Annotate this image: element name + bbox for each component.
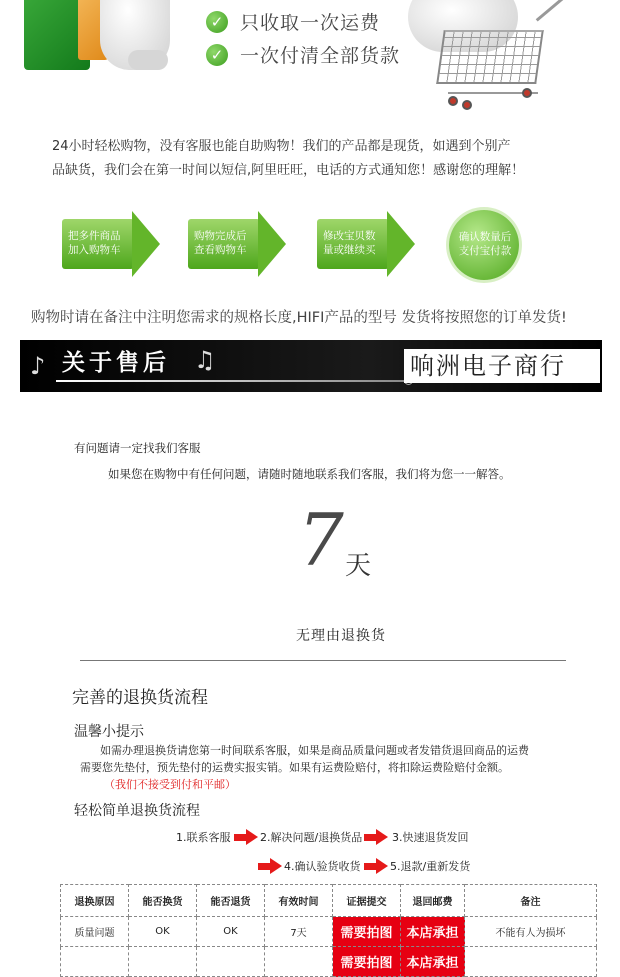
shopping-cart-icon xyxy=(436,30,544,84)
table-cell: OK xyxy=(129,917,197,947)
step-label: 修改宝贝数 量或继续买 xyxy=(323,230,376,256)
table-cell xyxy=(61,947,129,977)
red-arrow-icon xyxy=(364,859,388,873)
cart-handle xyxy=(536,0,569,22)
flow-step-4: 4.确认验货收货 xyxy=(284,860,361,873)
table-header-cell: 有效时间 xyxy=(265,885,333,917)
flow-step-3: 3.快速退货发回 xyxy=(392,831,469,844)
return-days-number: 7 xyxy=(298,498,344,582)
tips-heading: 温馨小提示 xyxy=(74,724,144,740)
table-header-cell: 退换原因 xyxy=(61,885,129,917)
banner-divider-line xyxy=(56,380,406,382)
red-arrow-icon xyxy=(258,859,282,873)
top-banner xyxy=(0,0,620,118)
service-text: 如果您在购物中有任何问题，请随时随地联系我们客服，我们将为您一一解答。 xyxy=(108,467,511,481)
after-sales-banner xyxy=(20,340,602,392)
table-cell xyxy=(465,947,597,977)
music-note-icon: ♪ xyxy=(30,352,46,380)
step-label: 把多件商品 加入购物车 xyxy=(68,230,121,256)
return-policy-caption: 无理由退换货 xyxy=(296,628,386,644)
table-cell xyxy=(197,947,265,977)
table-header-row xyxy=(61,885,597,917)
table-header-cell: 备注 xyxy=(465,885,597,917)
order-note: 购物时请在备注中注明您需求的规格长度,HIFI产品的型号 发货将按照您的订单发货! xyxy=(31,310,567,326)
table-cell-highlight: 本店承担 xyxy=(401,947,465,977)
table-row xyxy=(61,917,597,947)
cart-wheel-icon xyxy=(448,96,458,106)
return-policy-table xyxy=(60,884,597,977)
table-cell: 7天 xyxy=(265,917,333,947)
banner-point-2 xyxy=(206,41,400,68)
step-label: 确认数量后 支付宝付款 xyxy=(458,231,512,257)
table-cell-highlight: 本店承担 xyxy=(401,917,465,947)
cart-wheel-icon xyxy=(522,88,532,98)
after-sales-title: 关于售后 xyxy=(62,350,170,376)
music-note-icon: ♫ xyxy=(194,346,216,374)
table-header-cell: 退回邮费 xyxy=(401,885,465,917)
table-cell xyxy=(129,947,197,977)
table-cell: OK xyxy=(197,917,265,947)
flow-step-5: 5.退款/重新发货 xyxy=(390,860,471,873)
step-label: 购物完成后 查看购物车 xyxy=(194,230,247,256)
table-header-cell: 证据提交 xyxy=(333,885,401,917)
flow-step-2: 2.解决问题/退换货品 xyxy=(260,831,363,844)
service-heading: 有问题请一定找我们客服 xyxy=(74,441,201,455)
table-row xyxy=(61,947,597,977)
table-header-cell: 能否退货 xyxy=(197,885,265,917)
red-arrow-icon xyxy=(364,830,388,844)
flow-step-1: 1.联系客服 xyxy=(176,831,231,844)
flow-heading: 轻松简单退换货流程 xyxy=(74,803,200,819)
section-divider xyxy=(80,660,566,661)
table-cell-highlight: 需要拍图 xyxy=(333,947,401,977)
tips-line-1: 如需办理退换货请您第一时间联系客服，如果是商品质量问题或者发错货退回商品的运费 xyxy=(100,744,529,757)
banner-point-text: 只收取一次运费 xyxy=(240,12,381,34)
3d-figure-foot-image xyxy=(128,50,168,70)
process-heading: 完善的退换货流程 xyxy=(72,688,208,708)
check-circle-icon: ✓ xyxy=(206,44,228,66)
banner-point-1 xyxy=(206,8,380,35)
table-cell: 质量问题 xyxy=(61,917,129,947)
table-cell xyxy=(265,947,333,977)
red-arrow-icon xyxy=(234,830,258,844)
shipping-red-note: （我们不接受到付和平邮） xyxy=(104,778,236,791)
banner-point-text: 一次付清全部货款 xyxy=(240,45,401,67)
return-days-unit: 天 xyxy=(345,551,372,581)
table-header-cell: 能否换货 xyxy=(129,885,197,917)
table-cell-highlight: 需要拍图 xyxy=(333,917,401,947)
step-circle-4 xyxy=(449,210,519,280)
shop-name: 响洲电子商行 xyxy=(404,349,600,383)
intro-line-2: 品缺货，我们会在第一时间以短信,阿里旺旺，电话的方式通知您！感谢您的理解！ xyxy=(52,163,525,178)
table-cell: 不能有人为损坏 xyxy=(465,917,597,947)
tips-line-2: 需要您先垫付，预先垫付的运费实报实销。如果有运费险赔付，将扣除运费险赔付金额。 xyxy=(80,761,509,774)
intro-line-1: 24小时轻松购物，没有客服也能自助购物！我们的产品都是现货，如遇到个别产 xyxy=(52,139,511,154)
check-circle-icon: ✓ xyxy=(206,11,228,33)
cart-wheel-icon xyxy=(462,100,472,110)
